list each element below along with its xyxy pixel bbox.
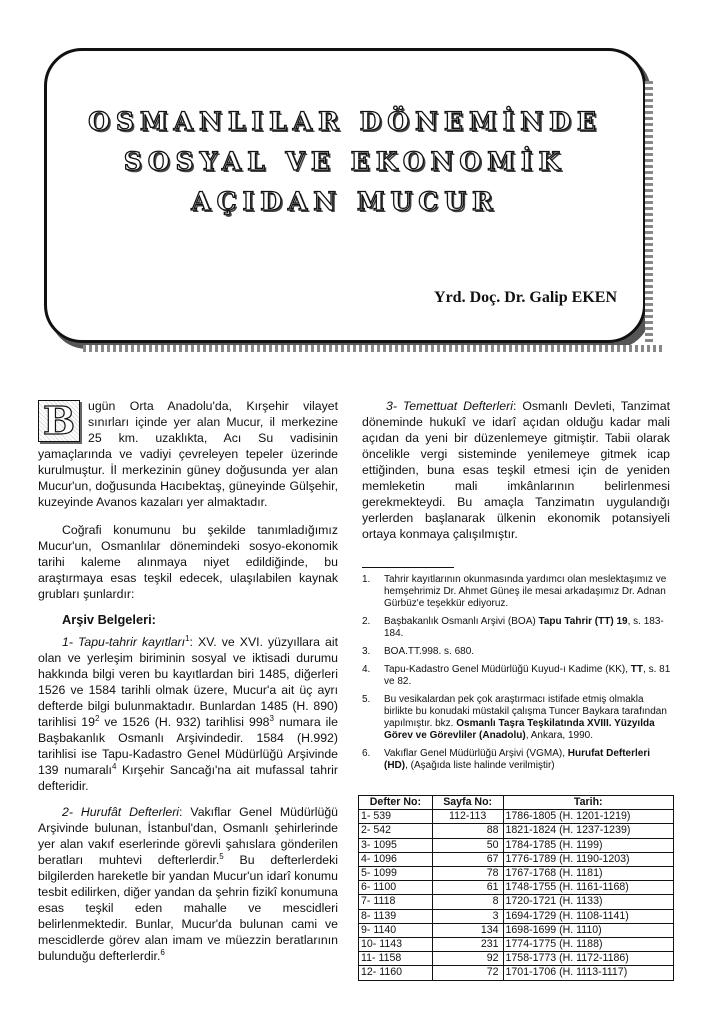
footnote-ref-3: 3 — [269, 713, 274, 723]
cell-sayfa: 3 — [432, 909, 503, 923]
frame-shadow-right — [645, 81, 653, 343]
cell-defter: 11- 1158 — [359, 952, 433, 966]
cell-defter: 9- 1140 — [359, 923, 433, 937]
text-segment: numara ile Başbakanlık Osmanlı Arşivindedir. 1584 (H.992) tarihlisi ise Tapu-Kadastro Genel Müdürlüğü Arşivinde 139 numaralı — [38, 715, 338, 777]
footnote-text: BOA.TT.998. s. 680. — [384, 646, 475, 657]
paragraph-2: Coğrafi konumunu bu şekilde tanımladığımız Mucur'un, Osmanlılar dönemindeki sosyo-ekonomik tarihi kaleme alınmaya niyet edildiğinde, bu araştırmaya esas teşkil edecek, ulaşılabilen kaynak grubları şunlardır: — [38, 523, 338, 601]
table-row — [359, 909, 674, 923]
cell-sayfa: 88 — [432, 824, 503, 838]
table-row — [359, 838, 674, 852]
footnote-bold-part: TT — [630, 664, 644, 675]
footnote-text-part: Başbakanlık Osmanlı Arşivi (BOA) — [384, 616, 539, 627]
footnote-ref-2: 2 — [94, 713, 100, 723]
cell-sayfa: 231 — [432, 938, 503, 952]
header-defter-no: Defter No: — [359, 796, 433, 810]
cell-sayfa: 134 — [432, 923, 503, 937]
footnote-ref-5: 5 — [219, 851, 224, 861]
text-segment: : Osmanlı Devleti, Tanzimat döneminde hukukî ve idarî açıdan olduğu kadar mali açıdan da yeni bir düzenlemeye gitmiştir. Tabii olarak öncelikle vergi sisteminde yenilemeye gitmek icap ettiğinden, buna esas teşkil etmesi için de yeniden memleketin mali imkânlarının belirlenmesi gerekmekteydi. Bu amaçla Tanzimatın uygulandığı yerlerden başlanarak ülkenin ekonomik potansiyeli ortaya konmaya çalışılmıştır. — [362, 399, 670, 541]
cell-tarih: 1786-1805 (H. 1201-1219) — [503, 810, 673, 824]
cell-tarih: 1821-1824 (H. 1237-1239) — [503, 824, 673, 838]
cell-sayfa: 78 — [432, 867, 503, 881]
paragraph-temettuat — [362, 398, 670, 542]
footnote-text — [384, 616, 672, 640]
table-row — [359, 810, 674, 824]
footnote-text-part: , (Aşağıda liste halinde verilmiştir) — [405, 760, 555, 771]
footnote-number: 5. — [362, 694, 371, 705]
left-column — [38, 398, 338, 964]
cell-tarih: 1694-1729 (H. 1108-1141) — [503, 909, 673, 923]
cell-tarih: 1720-1721 (H. 1133) — [503, 895, 673, 909]
section-heading: Arşiv Belgeleri: — [62, 612, 156, 627]
header-tarih: Tarih: — [503, 796, 673, 810]
term-hurufat: 2- Hurufât Defterleri — [62, 805, 180, 819]
cell-defter: 1- 539 — [359, 810, 433, 824]
cell-defter: 12- 1160 — [359, 966, 433, 980]
term-temettuat: 3- Temettuat Defterleri — [386, 399, 513, 413]
cell-sayfa: 50 — [432, 838, 503, 852]
table-row — [359, 966, 674, 980]
footnote-bold-part: Tapu Tahrir (TT) 19 — [538, 616, 628, 627]
author-name: Yrd. Doç. Dr. Galip EKEN — [434, 289, 617, 306]
footnote-text-part: , Ankara, 1990. — [525, 730, 593, 741]
title-line-2: SOSYAL VE EKONOMİK — [123, 147, 567, 176]
cell-tarih: 1698-1699 (H. 1110) — [503, 923, 673, 937]
table-row — [359, 881, 674, 895]
footnote-text-part: , s. 183-184. — [384, 616, 664, 639]
intro-paragraph — [38, 398, 338, 510]
footnote-2 — [362, 616, 672, 640]
cell-defter: 3- 1095 — [359, 838, 433, 852]
table-row — [359, 923, 674, 937]
cell-tarih: 1776-1789 (H. 1190-1203) — [503, 852, 673, 866]
text-segment: : XV. ve XVI. yüzyıllara ait olan ve yerleşim biriminin sosyal ve iktisadi durumu hakkında bilgi veren bu kayıtlardan biri 1485, diğerleri 1526 ve 1584 tarihli olmak üzere, Mucur'a ait üç ayrı defterde bilgi bulunmaktadır. Bunlardan 1485 (H. 890) tarihlisi 19 — [38, 635, 338, 729]
footnote-text — [384, 748, 672, 772]
drop-cap: B — [38, 400, 80, 442]
cell-defter: 4- 1096 — [359, 852, 433, 866]
paragraph-hurufat — [38, 804, 338, 964]
footnote-ref-1: 1 — [185, 633, 190, 643]
cell-tarih: 1701-1706 (H. 1113-1117) — [503, 966, 673, 980]
cell-sayfa: 61 — [432, 881, 503, 895]
cell-sayfa: 67 — [432, 852, 503, 866]
cell-defter: 8- 1139 — [359, 909, 433, 923]
footnote-number: 3. — [362, 646, 371, 657]
title-line-3: AÇIDAN MUCUR — [191, 187, 499, 216]
table-row — [359, 895, 674, 909]
cell-defter: 7- 1118 — [359, 895, 433, 909]
footnote-text-part: Tapu-Kadastro Genel Müdürlüğü Kuyud-ı Kadime (KK), — [384, 664, 631, 675]
cell-defter: 2- 542 — [359, 824, 433, 838]
text-segment: : Vakıflar Genel Müdürlüğü Arşivinde bulunan, İstanbul'dan, Osmanlı şehirlerinde yer alan vakıf eserlerinde görevli şahıslara gönderilen beratları muhtevi defterlerdir. — [38, 805, 338, 867]
footnote-bold-part: Hurufat Defterleri (HD) — [384, 748, 651, 771]
table-row — [359, 852, 674, 866]
table-row — [359, 952, 674, 966]
footnote-6 — [362, 748, 672, 772]
intro-text: ugün Orta Anadolu'da, Kırşehir vilayet sınırları içinde yer alan Mucur, il merkezine 25 km. uzaklıkta, Acı Su vadisinin yamaçlarında ve vadiyi çevreleyen tepeler üzerinde kurulmuştur. İl merkezinin güney doğusunda yer alan Mucur'un, doğusunda Hacıbektaş, güneyinde Gülşehir, kuzeyinde Avanos kazaları yer almaktadır. — [38, 399, 338, 509]
footnote-3 — [362, 646, 672, 658]
text-segment: Kırşehir Sancağı'na ait mufassal tahrir defteridir. — [38, 763, 338, 793]
title-frame — [44, 48, 646, 343]
footnote-number: 6. — [362, 748, 371, 759]
footnote-1 — [362, 574, 672, 610]
footnote-number: 1. — [362, 574, 371, 585]
footnote-ref-4: 4 — [111, 761, 117, 771]
title-line-1: OSMANLILAR DÖNEMİNDE — [88, 107, 602, 136]
table-row — [359, 824, 674, 838]
paragraph-tapu-tahrir — [38, 634, 338, 794]
table-row — [359, 867, 674, 881]
footnote-bold-part: Osmanlı Taşra Teşkilatında XVIII. Yüzyılda Görev ve Görevliler (Anadolu) — [384, 718, 655, 741]
footnote-text-part: , s. 81 ve 82. — [384, 664, 671, 687]
hurufat-table — [358, 795, 674, 981]
cell-tarih: 1767-1768 (H. 1181) — [503, 867, 673, 881]
cell-sayfa: 72 — [432, 966, 503, 980]
footnote-text — [384, 694, 672, 742]
cell-sayfa: 112-113 — [432, 810, 503, 824]
footnote-number: 4. — [362, 664, 371, 675]
cell-tarih: 1758-1773 (H. 1172-1186) — [503, 952, 673, 966]
table-header-row — [359, 796, 674, 810]
cell-tarih: 1784-1785 (H. 1199) — [503, 838, 673, 852]
cell-defter: 5- 1099 — [359, 867, 433, 881]
footnote-ref-6: 6 — [160, 947, 165, 957]
cell-defter: 6- 1100 — [359, 881, 433, 895]
text-segment: ve 1526 (H. 932) tarihlisi 998 — [99, 715, 270, 729]
cell-tarih: 1774-1775 (H. 1188) — [503, 938, 673, 952]
right-column — [362, 398, 670, 542]
footnote-text — [384, 664, 672, 688]
footnotes — [362, 574, 672, 778]
footnote-text-part: Bu vesikalardan pek çok araştırmacı istifade etmiş olmakla birlikte bu konudaki müstakil çalışma Tuncer Baykara tarafından yapılmıştır. bkz. — [384, 694, 667, 729]
text-segment: Bu defterlerdeki bilgilerden hareketle bir yandan Mucur'un idarî konumu tesbit edilirken, diğer yandan da şehrin fizikî konumuna esas teşkil eden mahalle ve mescidleri belirlenmektedir. Bunlar, Mucur'da bulunan cami ve mescidlerde görev alan imam ve müezzin beratlarının bulunduğu defterlerdir. — [38, 853, 339, 963]
cell-sayfa: 8 — [432, 895, 503, 909]
footnote-5 — [362, 694, 672, 742]
footnote-text-part: Vakıflar Genel Müdürlüğü Arşivi (VGMA), — [384, 748, 568, 759]
cell-tarih: 1748-1755 (H. 1161-1168) — [503, 881, 673, 895]
footnote-rule — [362, 567, 454, 568]
footnote-number: 2. — [362, 616, 371, 627]
term-tapu-tahrir: 1- Tapu-tahrir kayıtları — [62, 635, 186, 649]
footnote-4 — [362, 664, 672, 688]
table-row — [359, 938, 674, 952]
cell-sayfa: 92 — [432, 952, 503, 966]
frame-shadow-bottom — [83, 345, 663, 352]
footnote-text: Tahrir kayıtlarının okunmasında yardımcı olan meslektaşımız ve hemşehrimiz Dr. Ahmet Güneş ile mesai arkadaşımız Dr. Adnan Gürbüz'e teşekkür ediyoruz. — [384, 574, 667, 609]
cell-defter: 10- 1143 — [359, 938, 433, 952]
header-sayfa-no: Sayfa No: — [432, 796, 503, 810]
